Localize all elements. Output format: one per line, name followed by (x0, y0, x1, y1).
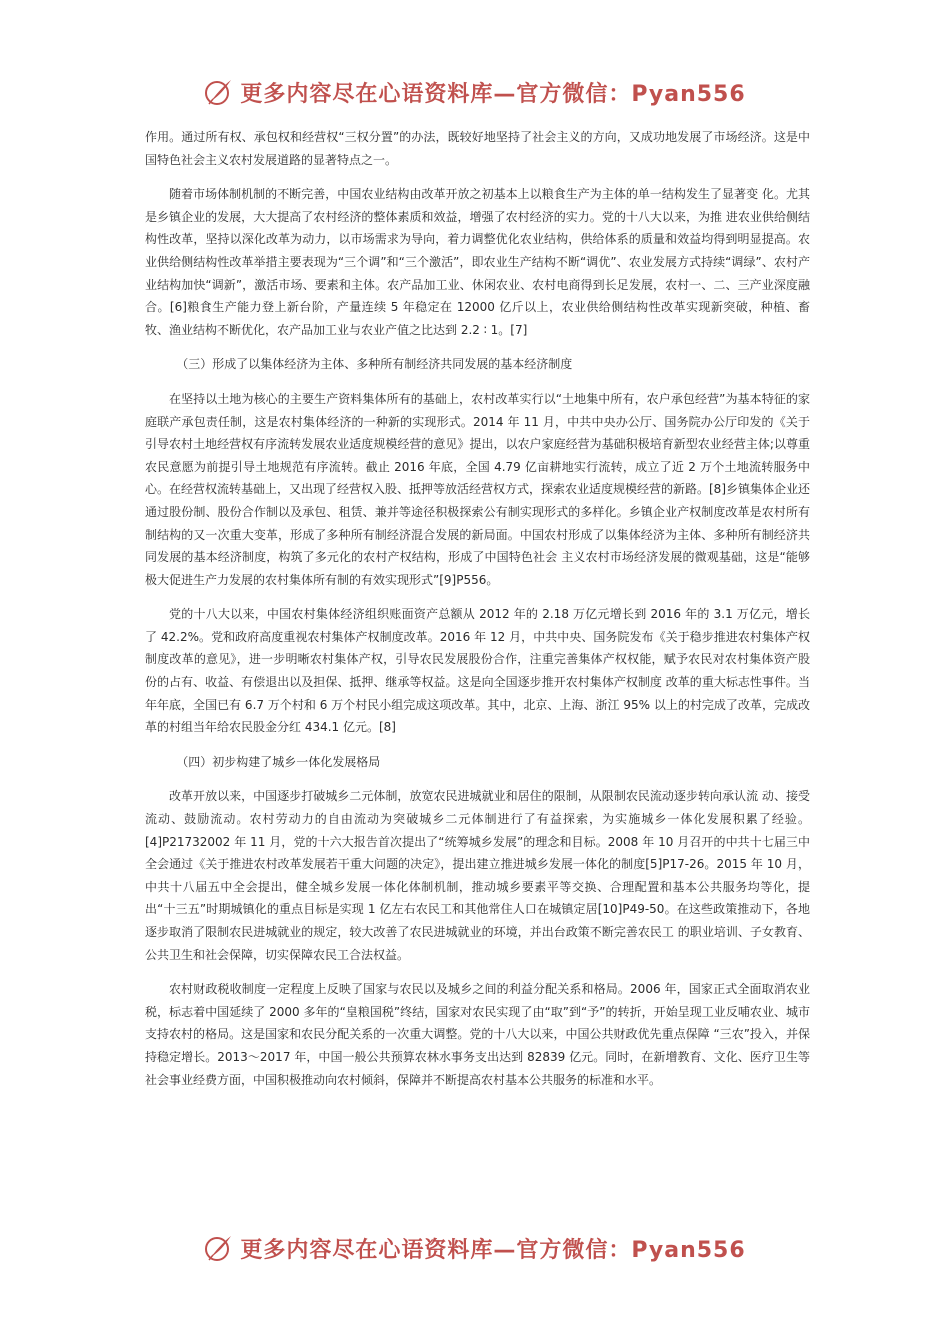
feather-logo-icon (204, 77, 234, 107)
feather-logo-icon (204, 1233, 234, 1263)
banner-text: 更多内容尽在心语资料库—官方微信：Pyan556 (240, 1237, 746, 1263)
body-paragraph: 随着市场体制机制的不断完善，中国农业结构由改革开放之初基本上以粮食生产为主体的单一结构发生了显著变 化。尤其是乡镇企业的发展，大大提高了农村经济的整体素质和效益，增强了农村经济的实力。党的十八大以来，为推 进农业供给侧结构性改革，坚持以深化改革为动力，以市场需求为导向，着力调整优化农业结构，供给体系的质量和效益均得到明显提高。农业供给侧结构性改革举措主要表现为“三个调”和“三个激活”，即农业生产结构不断“调优”、农业发展方式持续“调绿”、农村产业结构加快“调新”，激活市场、要素和主体。农产品加工业、休闲农业、农村电商得到长足发展，农村一、二、三产业深度融合。[6]粮食生产能力登上新台阶，产量连续 5 年稳定在 12000 亿斤以上，农业供给侧结构性改革实现新突破，种植、畜牧、渔业结构不断优化，农产品加工业与农业产值之比达到 2.2 ∶ 1。[7] (145, 187, 810, 337)
footer-banner (0, 1228, 950, 1268)
body-paragraph: 改革开放以来，中国逐步打破城乡二元体制，放宽农民进城就业和居住的限制，从限制农民流动逐步转向承认流 动、接受流动、鼓励流动。农村劳动力的自由流动为突破城乡二元体制进行了有益探索，为实施城乡一体化发展积累了经验。[4]P21732002 年 11 月，党的十六大报告首次提出了“统筹城乡发展”的理念和目标。2008 年 10 月召开的中共十七届三中全会通过《关于推进农村改革发展若干重大问题的决定》，提出建立推进城乡发展一体化的制度[5]P17-26。2015 年 10 月，中共十八届五中全会提出，健全城乡发展一体化体制机制，推动城乡要素平等交换、合理配置和基本公共服务均等化，提出“十三五”时期城镇化的重点目标是实现 1 亿左右农民工和其他常住人口在城镇定居[10]P49-50。在这些政策推动下，各地逐步取消了限制农民进城就业的规定，较大改善了农民进城就业的环境，并出台政策不断完善农民工 的职业培训、子女教育、公共卫生和社会保障，切实保障农民工合法权益。 (145, 789, 810, 962)
document-body (145, 126, 810, 1103)
body-paragraph: 在坚持以土地为核心的主要生产资料集体所有的基础上，农村改革实行以“土地集中所有，农户承包经营”为基本特征的家庭联产承包责任制，这是农村集体经济的一种新的实现形式。2014 年 11 月，中共中央办公厅、国务院办公厅印发的《关于引导农村土地经营权有序流转发展农业适度规模经营的意见》提出，以农户家庭经营为基础积极培育新型农业经营主体;以尊重农民意愿为前提引导土地规范有序流转。截止 2016 年底，全国 4.79 亿亩耕地实行流转，成立了近 2 万个土地流转服务中心。在经营权流转基础上，又出现了经营权入股、抵押等放活经营权方式，探索农业适度规模经营的新路。[8]乡镇集体企业还通过股份制、股份合作制以及承包、租赁、兼并等途径积极探索公有制实现形式的多样化。乡镇企业产权制度改革是农村所有制结构的又一次重大变革，形成了多种所有制经济混合发展的新局面。中国农村形成了以集体经济为主体、多种所有制经济共同发展的基本经济制度，构筑了多元化的农村产权结构，形成了中国特色社会 主义农村市场经济发展的微观基础，这是“能够极大促进生产力发展的农村集体所有制的有效实现形式”[9]P556。 (145, 391, 811, 587)
body-paragraph: 党的十八大以来，中国农村集体经济组织账面资产总额从 2012 年的 2.18 万亿元增长到 2016 年的 3.1 万亿元，增长了 42.2%。党和政府高度重视农村集体产权制度改革。2016 年 12 月，中共中央、国务院发布《关于稳步推进农村集体产权制度改革的意见》，进一步明晰农村集体产权，引导农民发展股份合作，注重完善集体产权权能，赋予农民对农村集体资产股份的占有、收益、有偿退出以及担保、抵押、继承等权益。这是向全国逐步推开农村集体产权制度 改革的重大标志性事件。当年年底，全国已有 6.7 万个村和 6 万个村民小组完成这项改革。其中，北京、上海、浙江 95% 以上的村完成了改革，完成改革的村组当年给农民股金分红 434.1 亿元。[8] (145, 607, 810, 735)
header-banner (0, 72, 950, 112)
body-paragraph: 农村财政税收制度一定程度上反映了国家与农民以及城乡之间的利益分配关系和格局。2006 年，国家正式全面取消农业税，标志着中国延续了 2000 多年的“皇粮国税”终结，国家对农民实现了由“取”到“予”的转折，开始呈现工业反哺农业、城市支持农村的格局。这是国家和农民分配关系的一次重大调整。党的十八大以来，中国公共财政优先重点保障 “三农”投入，并保持稳定增长。2013～2017 年，中国一般公共预算农林水事务支出达到 82839 亿元。同时，在新增教育、文化、医疗卫生等社会事业经费方面，中国积极推动向农村倾斜，保障并不断提高农村基本公共服务的标准和水平。 (145, 982, 810, 1087)
section-heading: （四）初步构建了城乡一体化发展格局 (176, 754, 381, 769)
banner-text: 更多内容尽在心语资料库—官方微信：Pyan556 (240, 81, 746, 107)
section-heading: （三）形成了以集体经济为主体、多种所有制经济共同发展的基本经济制度 (176, 357, 573, 372)
body-paragraph: 作用。通过所有权、承包权和经营权“三权分置”的办法，既较好地坚持了社会主义的方向，又成功地发展了市场经济。这是中国特色社会主义农村发展道路的显著特点之一。 (145, 130, 810, 167)
